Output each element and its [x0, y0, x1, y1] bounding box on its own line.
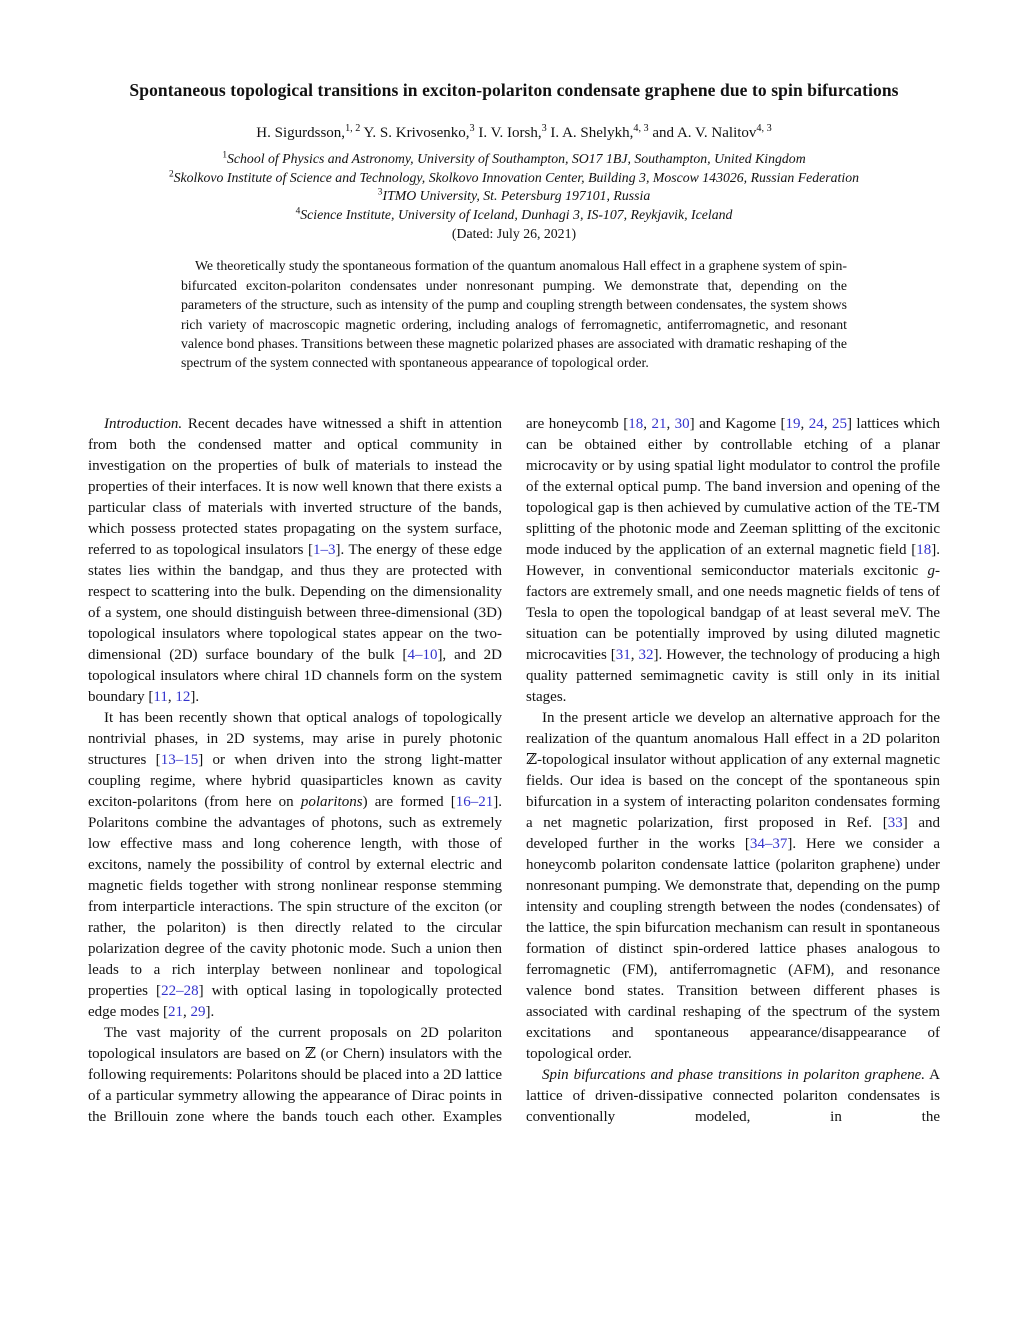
italic-text: Introduction. [104, 415, 183, 432]
citation-link[interactable]: 19 [785, 415, 801, 432]
text-segment: ] or when driven into the strong light-matter coupling regime, where hybrid quasiparticles known as cavity exciton-polaritons (from here on [88, 751, 503, 810]
citation-link[interactable]: 25 [831, 415, 847, 432]
citation-link[interactable]: 33 [887, 814, 903, 831]
citation-link[interactable]: 18 [628, 415, 644, 432]
citation-link[interactable]: 4–10 [407, 646, 438, 663]
italic-text: polaritons [300, 793, 363, 810]
text-segment: , [643, 415, 652, 432]
text-segment: ] and developed further in the works [ [526, 814, 940, 852]
italic-text: ITMO University, St. Petersburg 197101, Russia [382, 188, 651, 204]
citation-link[interactable]: 18 [916, 541, 932, 558]
text-segment: It has been recently shown that optical analogs of topologically nontrivial phases, in 2D systems, may arise in purely photonic structures [ [88, 709, 502, 768]
text-segment: ]. [205, 1003, 215, 1020]
text-segment: , [666, 415, 675, 432]
column-right [526, 414, 940, 1128]
text-segment: ] and Kagome [ [689, 415, 786, 432]
body-columns [88, 414, 940, 1128]
affiliation-line [88, 206, 940, 225]
text-segment: Y. S. Krivosenko, [360, 125, 470, 141]
affiliation-line [88, 187, 940, 206]
text-segment: I. A. Shelykh, [546, 125, 634, 141]
text-segment: ], and 2D topological insulators where chiral 1D channels form on the system boundary [ [88, 646, 502, 705]
paragraph-optical-analogs [88, 708, 502, 1023]
text-segment: Recent decades have witnessed a shift in attention from both the condensed matter and optical community in investigation on the properties of bulk of materials to instead the properties of their interfaces. It is now well known that there exists a particular class of materials with inverted structure of the bands, which possess protected states propagating on the system surface, referred to as topological insulators [ [88, 415, 502, 558]
text-segment: ]. However, the technology of producing a high quality patterned semimagnetic cavity is still only in its initial stages. [526, 646, 940, 705]
text-segment: , [167, 688, 176, 705]
text-segment: ]. Here we consider a honeycomb polariton condensate lattice (polariton graphene) under nonresonant pumping. We demonstrate that, depending on the pump intensity and coupling strength between the nodes (condensates) of the lattice, the spin bifurcation mechanism can result in spontaneous formation of distinct spin-ordered lattice phases analogous to ferromagnetic (FM), antiferromagnetic (AFM), and resonance valence bond states. Transition between different phases is associated with cardinal reshaping of the spectrum of the system excitations and spontaneous appearance/disappearance of topological order. [526, 835, 940, 1062]
paragraph-proposals-continued [526, 414, 940, 708]
citation-link[interactable]: 11 [153, 688, 168, 705]
superscript-marker: 3 [541, 123, 547, 134]
authors-line [88, 123, 940, 143]
italic-text: Spin bifurcations and phase transitions in polariton graphene. [542, 1066, 926, 1083]
text-segment: H. Sigurdsson, [256, 125, 346, 141]
citation-link[interactable]: 1–3 [312, 541, 336, 558]
text-segment: are honeycomb [ [526, 415, 629, 432]
superscript-marker: 1, 2 [345, 123, 361, 134]
text-segment: , [182, 1003, 191, 1020]
italic-text: Skolkovo Institute of Science and Technology, Skolkovo Innovation Center, Building 3, Moscow 143026, Russian Federation [173, 169, 860, 185]
superscript-marker: 4, 3 [633, 123, 649, 134]
citation-link[interactable]: 22–28 [161, 982, 199, 999]
superscript-marker: 2 [168, 169, 174, 179]
text-segment: The vast majority of the current proposals on 2D polariton topological insulators are based on ℤ (or Chern) insulators with the following requirements: Polaritons should be placed into a 2D lattice of a particular symmetry allowing the appearance of Dirac points in the Brillouin zone where the bands touch each other. Examples [88, 1024, 502, 1125]
citation-link[interactable]: 29 [190, 1003, 206, 1020]
paper-title: Spontaneous topological transitions in exciton-polariton condensate graphene due to spin bifurcations [129, 80, 899, 100]
italic-text: School of Physics and Astronomy, University of Southampton, SO17 1BJ, Southampton, United Kingdom [227, 151, 806, 166]
abstract-text: We theoretically study the spontaneous formation of the quantum anomalous Hall effect in a graphene system of spin-bifurcated exciton-polariton condensates under nonresonant pumping. We demonstrate that, depending on the parameters of the structure, such as intensity of the pump and coupling strength between condensates, the system shows rich variety of macroscopic magnetic ordering, including analogs of ferromagnetic, antiferromagnetic, and resonant valence bond phases. Transitions between these magnetic polarized phases are associated with dramatic reshaping of the spectrum of the system connected with spontaneous appearance of topological order. [181, 258, 847, 371]
affiliations-block [88, 150, 940, 224]
citation-link[interactable]: 31 [615, 646, 631, 663]
citation-link[interactable]: 12 [175, 688, 191, 705]
citation-link[interactable]: 13–15 [160, 751, 199, 768]
citation-link[interactable]: 24 [808, 415, 824, 432]
dated-line: (Dated: July 26, 2021) [451, 226, 577, 242]
text-segment: ]. The energy of these edge states lies within the bandgap, and thus they are protected with respect to scattering into the bulk. Depending on the dimensionality of a system, one should distinguish between three-dimensional (3D) topological insulators where topological states appear on the two-dimensional (2D) surface boundary of the bulk [ [88, 541, 502, 663]
text-segment: and A. V. Nalitov [648, 125, 757, 141]
text-segment: ]. However, in conventional semiconductor materials excitonic [526, 541, 940, 579]
text-segment: ] with optical lasing in topologically protected edge modes [ [88, 982, 502, 1020]
citation-link[interactable]: 32 [638, 646, 654, 663]
text-segment: , [823, 415, 832, 432]
italic-text: g [927, 562, 935, 579]
paragraph-present-article [526, 708, 940, 1065]
citation-link[interactable]: 21 [651, 415, 667, 432]
citation-link[interactable]: 34–37 [749, 835, 788, 852]
text-segment: I. V. Iorsh, [474, 125, 542, 141]
citation-link[interactable]: 30 [674, 415, 690, 432]
text-segment: In the present article we develop an alternative approach for the realization of the quantum anomalous Hall effect in a 2D polariton ℤ-topological insulator without application of any external magnetic fields. Our idea is based on the concept of the spontaneous spin bifurcation in a system of interacting polariton condensates forming a net magnetic polarization, first proposed in Ref. [ [526, 709, 940, 831]
text-segment: , [800, 415, 809, 432]
paragraph-introduction [88, 414, 502, 708]
superscript-marker: 4, 3 [756, 123, 772, 134]
text-segment: A lattice of driven-dissipative connected polariton condensates is conventionally modeled, in the [526, 1066, 940, 1125]
text-segment: ] lattices which can be obtained either by controllable etching of a planar microcavity or by using spatial light modulator to control the profile of the external optical pump. The band inversion and opening of the topological gap is then achieved by cumulative action of the TE-TM splitting of the photonic mode and Zeeman splitting of the excitonic mode induced by the application of an external magnetic field [ [526, 415, 941, 558]
paragraph-proposals [88, 1023, 502, 1128]
superscript-marker: 3 [469, 123, 475, 134]
text-segment: -factors are extremely small, and one needs magnetic fields of tens of Tesla to open the topological bandgap of at least several meV. The situation can be potentially improved by using diluted magnetic microcavities [ [526, 562, 940, 663]
superscript-marker: 4 [295, 206, 301, 217]
citation-link[interactable]: 16–21 [455, 793, 494, 810]
text-segment: ) are formed [ [362, 793, 456, 810]
superscript-marker: 3 [377, 187, 383, 198]
text-segment: ]. Polaritons combine the advantages of photons, such as extremely low effective mass and long coherence length, with those of excitons, namely the possibility of control by external electric and magnetic fields together with strong nonlinear response stemming from interparticle interactions. The spin structure of the exciton (or rather, the polariton) is then directly related to the circular polarization degree of the cavity photonic mode. Such a union then leads to a rich interplay between nonlinear and topological properties [ [88, 793, 502, 999]
affiliation-line [88, 150, 940, 169]
column-left [88, 414, 502, 1128]
affiliation-line [88, 169, 940, 188]
italic-text: Science Institute, University of Iceland, Dunhagi 3, IS-107, Reykjavik, Iceland [300, 206, 733, 222]
text-segment: ]. [190, 688, 200, 705]
text-segment: , [630, 646, 639, 663]
paragraph-spin-bifurcations [526, 1065, 940, 1128]
citation-link[interactable]: 21 [167, 1003, 183, 1020]
superscript-marker: 1 [222, 150, 227, 161]
